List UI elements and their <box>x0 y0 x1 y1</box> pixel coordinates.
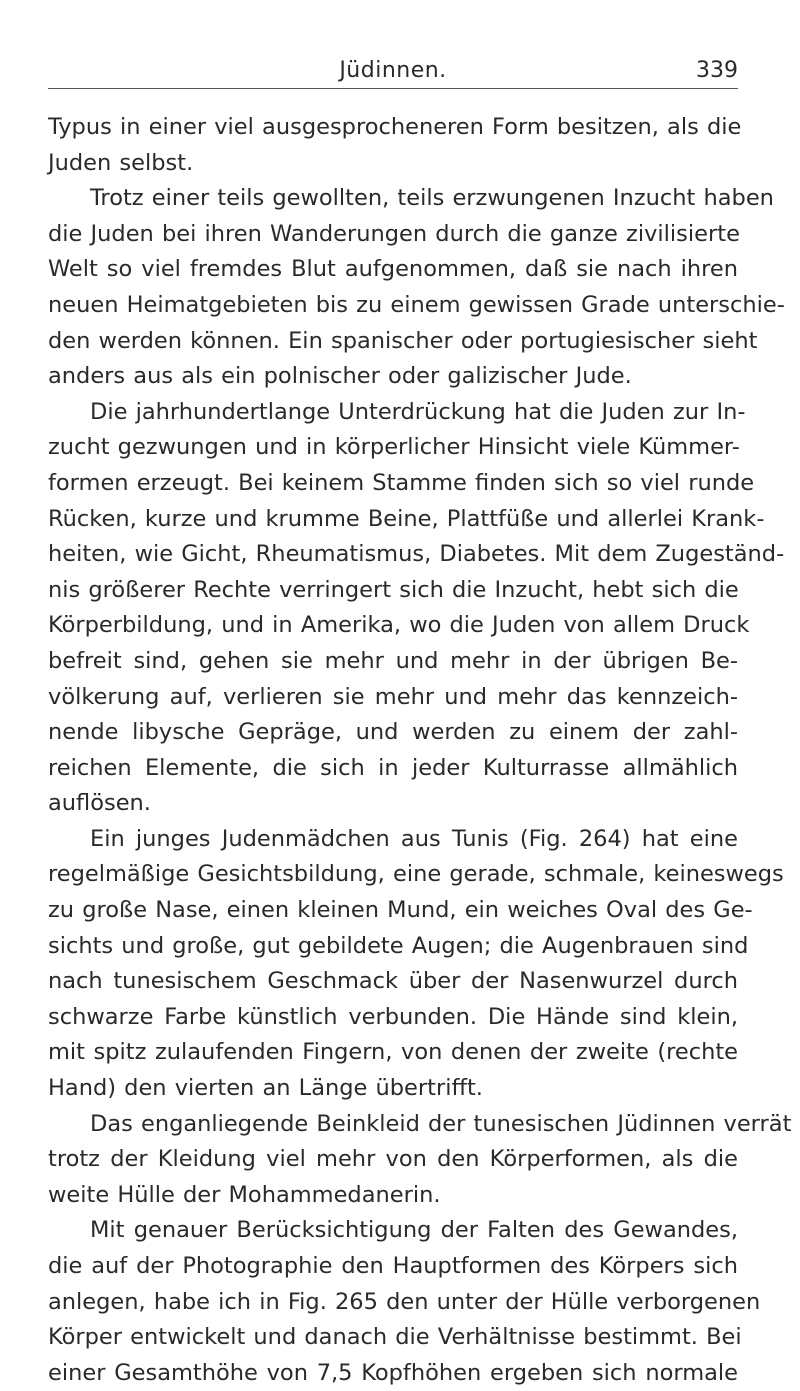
body-text <box>48 110 792 1391</box>
text-line: völkerung auf, verlieren sie mehr und mehr das kennzeich- <box>48 683 738 710</box>
running-title: Jüdinnen. <box>339 58 447 83</box>
running-head <box>48 52 738 89</box>
text-line: Mit genauer Berücksichtigung der Falten des Gewandes, <box>90 1217 738 1244</box>
text-line: einer Gesamthöhe von 7,5 Kopfhöhen ergeben sich normale <box>48 1359 738 1386</box>
text-line: schwarze Farbe künstlich verbunden. Die Hände sind klein, <box>48 1003 738 1030</box>
text-line: Rücken, kurze und krumme Beine, Plattfüße und allerlei Krank- <box>48 505 765 532</box>
text-line: anlegen, habe ich in Fig. 265 den unter der Hülle verborgenen <box>48 1288 761 1315</box>
text-line: auflösen. <box>48 790 151 817</box>
text-line: neuen Heimatgebieten bis zu einem gewissen Grade unterschie- <box>48 291 785 318</box>
text-line: sichts und große, gut gebildete Augen; die Augenbrauen sind <box>48 932 749 959</box>
page-number: 339 <box>696 58 738 83</box>
text-line: Körper entwickelt und danach die Verhältnisse bestimmt. Bei <box>48 1324 742 1351</box>
text-line: zucht gezwungen und in körperlicher Hinsicht viele Kümmer- <box>48 434 740 461</box>
text-line: trotz der Kleidung viel mehr von den Körperformen, als die <box>48 1146 738 1173</box>
text-line: nis größerer Rechte verringert sich die Inzucht, hebt sich die <box>48 576 739 603</box>
text-line: Typus in einer viel ausgesprocheneren Form besitzen, als die <box>48 114 742 140</box>
text-line: die auf der Photographie den Hauptformen des Körpers sich <box>48 1253 738 1279</box>
text-line: zu große Nase, einen kleinen Mund, ein weiches Oval des Ge- <box>48 897 753 924</box>
text-line: Körperbildung, und in Amerika, wo die Juden von allem Druck <box>48 612 750 639</box>
text-line: befreit sind, gehen sie mehr und mehr in der übrigen Be- <box>48 647 738 674</box>
text-line: weite Hülle der Mohammedanerin. <box>48 1181 441 1208</box>
text-line: Das enganliegende Beinkleid der tunesischen Jüdinnen verrät <box>90 1110 792 1137</box>
text-line: Ein junges Judenmädchen aus Tunis (Fig. 264) hat eine <box>90 825 738 852</box>
text-line: Trotz einer teils gewollten, teils erzwungenen Inzucht haben <box>90 185 774 212</box>
text-line: den werden können. Ein spanischer oder portugiesischer sieht <box>48 327 758 354</box>
text-line: anders aus als ein polnischer oder galizischer Jude. <box>48 363 632 390</box>
text-line: formen erzeugt. Bei keinem Stamme finden sich so viel runde <box>48 469 755 496</box>
text-line: Die jahrhundertlange Unterdrückung hat die Juden zur In- <box>90 398 746 425</box>
text-line: die Juden bei ihren Wanderungen durch die ganze zivilisierte <box>48 220 740 247</box>
text-line: reichen Elemente, die sich in jeder Kulturrasse allmählich <box>48 754 738 781</box>
text-line: Hand) den vierten an Länge übertrifft. <box>48 1075 483 1102</box>
text-line: Juden selbst. <box>48 149 194 176</box>
text-line: nach tunesischem Geschmack über der Nasenwurzel durch <box>48 968 738 995</box>
text-line: Welt so viel fremdes Blut aufgenommen, daß sie nach ihren <box>48 256 738 283</box>
text-line: heiten, wie Gicht, Rheumatismus, Diabetes. Mit dem Zugeständ- <box>48 541 785 568</box>
text-line: nende libysche Gepräge, und werden zu einem der zahl- <box>48 719 738 746</box>
text-line: regelmäßige Gesichtsbildung, eine gerade, schmale, keineswegs <box>48 861 784 888</box>
text-line: mit spitz zulaufenden Fingern, von denen der zweite (rechte <box>48 1039 738 1066</box>
